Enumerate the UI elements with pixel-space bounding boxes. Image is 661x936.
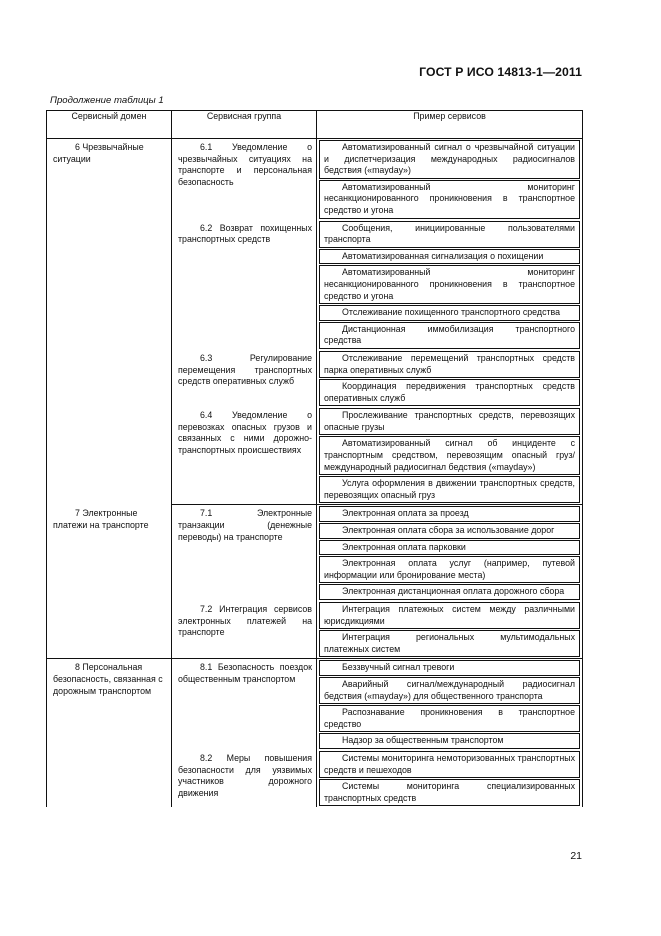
domain-label: 8 Персональная безопасность, связанная с дорожным транспортом [53, 662, 163, 696]
group-cell [172, 220, 317, 350]
examples-cell [317, 220, 583, 350]
service-example: Системы мониторинга специализированных транспортных средств [319, 779, 580, 806]
header-examples: Пример сервисов [317, 111, 583, 139]
header-domain: Сервисный домен [47, 111, 172, 139]
service-example: Распознавание проникновения в транспортное средство [319, 705, 580, 732]
group-label: 6.1 Уведомление о чрезвычайных ситуациях на транспорте и персональная безопасность [178, 142, 312, 187]
group-cell [172, 407, 317, 505]
group-label: 7.1 Электронные транзакции (денежные переводы) на транспорте [178, 508, 312, 542]
service-example: Аварийный сигнал/международный радиосигнал бедствия («mayday») для общественного транспорта [319, 677, 580, 704]
domain-cell [47, 139, 172, 505]
table-row [47, 659, 583, 750]
service-example: Автоматизированный мониторинг несанкционированного проникновения в транспортное средство и угона [319, 265, 580, 304]
group-cell [172, 750, 317, 807]
table-row [47, 505, 583, 601]
group-label: 6.3 Регулирование перемещения транспортных средств оперативных служб [178, 352, 312, 387]
service-example: Электронная дистанционная оплата дорожного сбора [319, 584, 580, 600]
standard-title: ГОСТ Р ИСО 14813-1—2011 [419, 65, 582, 79]
service-example: Автоматизированная сигнализация о похищении [319, 249, 580, 265]
service-example: Надзор за общественным транспортом [319, 733, 580, 749]
group-cell [172, 659, 317, 750]
service-example: Автоматизированный сигнал об инциденте с транспортным средством, перевозящим опасный груз/международный радиосигнал бедствия («mayday») [319, 436, 580, 475]
service-example: Сообщения, инициированные пользователями транспорта [319, 221, 580, 248]
service-example: Отслеживание перемещений транспортных средств парка оперативных служб [319, 351, 580, 378]
domain-cell [47, 659, 172, 807]
service-example: Электронная оплата сбора за использование дорог [319, 523, 580, 539]
group-cell [172, 350, 317, 407]
service-example: Интеграция региональных мультимодальных платежных систем [319, 630, 580, 657]
services-table [46, 110, 583, 807]
service-example: Услуга оформления в движении транспортных средств, перевозящих опасный груз [319, 476, 580, 503]
domain-label: 7 Электронные платежи на транспорте [53, 507, 149, 530]
examples-cell [317, 505, 583, 601]
group-cell [172, 139, 317, 220]
domain-label: 6 Чрезвычайные ситуации [53, 142, 144, 164]
domain-cell [47, 505, 172, 659]
examples-cell [317, 659, 583, 750]
examples-cell [317, 350, 583, 407]
service-example: Дистанционная иммобилизация транспортного средства [319, 322, 580, 349]
service-example: Электронная оплата за проезд [319, 506, 580, 522]
group-label: 7.2 Интеграция сервисов электронных платежей на транспорте [178, 604, 312, 638]
service-example: Автоматизированный сигнал о чрезвычайной ситуации и диспетчеризация международных радиосигналов бедствия («mayday») [319, 140, 580, 179]
examples-cell [317, 139, 583, 220]
header-group: Сервисная группа [172, 111, 317, 139]
table-caption: Продолжение таблицы 1 [50, 95, 164, 106]
group-label: 6.4 Уведомление о перевозках опасных грузов и связанных с ними дорожно-транспортных происшествиях [178, 410, 312, 456]
group-label: 6.2 Возврат похищенных транспортных средств [178, 222, 312, 245]
examples-cell [317, 750, 583, 807]
group-cell [172, 505, 317, 601]
group-label: 8.2 Меры повышения безопасности для уязвимых участников дорожного движения [178, 752, 312, 798]
table-row [47, 139, 583, 220]
examples-cell [317, 601, 583, 659]
service-example: Интеграция платежных систем между различными юрисдикциями [319, 602, 580, 629]
service-example: Электронная оплата услуг (например, путевой информации или бронирование места) [319, 556, 580, 583]
group-cell [172, 601, 317, 659]
service-example: Системы мониторинга немоторизованных транспортных средств и пешеходов [319, 751, 580, 778]
group-label: 8.1 Безопасность поездок общественным транспортом [178, 662, 312, 684]
table-header-row [47, 111, 583, 139]
service-example: Прослеживание транспортных средств, перевозящих опасные грузы [319, 408, 580, 435]
service-example: Отслеживание похищенного транспортного средства [319, 305, 580, 321]
service-example: Автоматизированный мониторинг несанкционированного проникновения в транспортное средство и угона [319, 180, 580, 219]
service-example: Электронная оплата парковки [319, 540, 580, 556]
page-number: 21 [570, 850, 582, 862]
service-example: Координация передвижения транспортных средств оперативных служб [319, 379, 580, 406]
service-example: Беззвучный сигнал тревоги [319, 660, 580, 676]
examples-cell [317, 407, 583, 505]
